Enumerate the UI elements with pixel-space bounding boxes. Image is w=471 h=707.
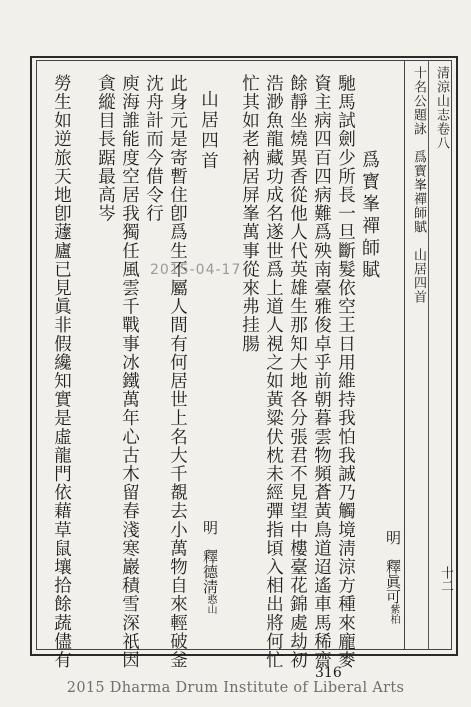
poem1-author bbox=[383, 530, 404, 624]
poem1-author-dynasty: 明 bbox=[384, 530, 402, 545]
header-page-number: 十二 bbox=[438, 566, 453, 592]
poem2-title: 山居四首 bbox=[198, 90, 219, 172]
poem1-line-1: 馳馬試劍少所長一旦斷髮依空王日用維持我怕我誠乃觸境淸涼方種來龐麥 bbox=[335, 74, 356, 670]
poem2-line-5: 勞生如逆旅天地卽蘧廬已見眞非假纔知實是虛龍門依藉草鼠壤拾餘蔬儘有 bbox=[51, 74, 72, 670]
poem1-title: 爲寳峯禪師賦 bbox=[359, 150, 380, 282]
footer-credit: 2015 Dharma Drum Institute of Liberal Arts bbox=[66, 680, 405, 696]
header-section-title: 十名公題詠 爲寳峯禪師賦 山居四首 bbox=[411, 66, 426, 304]
poem1-line-5: 忙其如老衲居屏峯萬事從來弗挂腸 bbox=[239, 74, 260, 353]
poem2-line-2: 沈舟計而今借令行 bbox=[143, 74, 164, 223]
poem2-line-4: 貪縱目長踞最高岑 bbox=[95, 74, 116, 223]
poem1-line-4: 浩渺魚龍藏功成名遂世爲上道人視之如黃粱伏枕未經彈指頃入相出將何忙 bbox=[263, 74, 284, 670]
poem2-line-1: 此身元是寄暫住卽爲生不屬人間有何居世上名大千覩去小萬物自來輕破釜 bbox=[167, 74, 188, 670]
poem1-line-2: 資主病四百四病難爲殃南臺雅俊卓乎前朝暮雲物頻蒼黃鳥道迢遙車馬稀齋 bbox=[311, 74, 332, 670]
poem2-author-name: 釋德淸 bbox=[201, 549, 219, 594]
poem2-author bbox=[200, 520, 221, 614]
date-stamp: 2015-04-17 bbox=[150, 262, 242, 278]
poem2-line-3: 庾海誰能度空居我獨任風雲千戰事冰鐵萬年心古木留春淺寒巖積雪深祇因 bbox=[119, 74, 140, 670]
header-divider bbox=[428, 60, 429, 650]
header-book-title: 清涼山志卷八 bbox=[434, 66, 449, 150]
poem1-author-note: 紫柏 bbox=[388, 604, 399, 624]
poem1-line-3: 餘靜坐燒異香從他人代英雄生那知大地各分張君不見望中樓臺花錦處劫初 bbox=[287, 74, 308, 670]
poem2-author-note: 憨山 bbox=[205, 594, 216, 614]
poem1-author-name: 釋眞可 bbox=[384, 559, 402, 604]
folio-number: 316 bbox=[315, 665, 342, 681]
poem2-author-dynasty: 明 bbox=[201, 520, 219, 535]
